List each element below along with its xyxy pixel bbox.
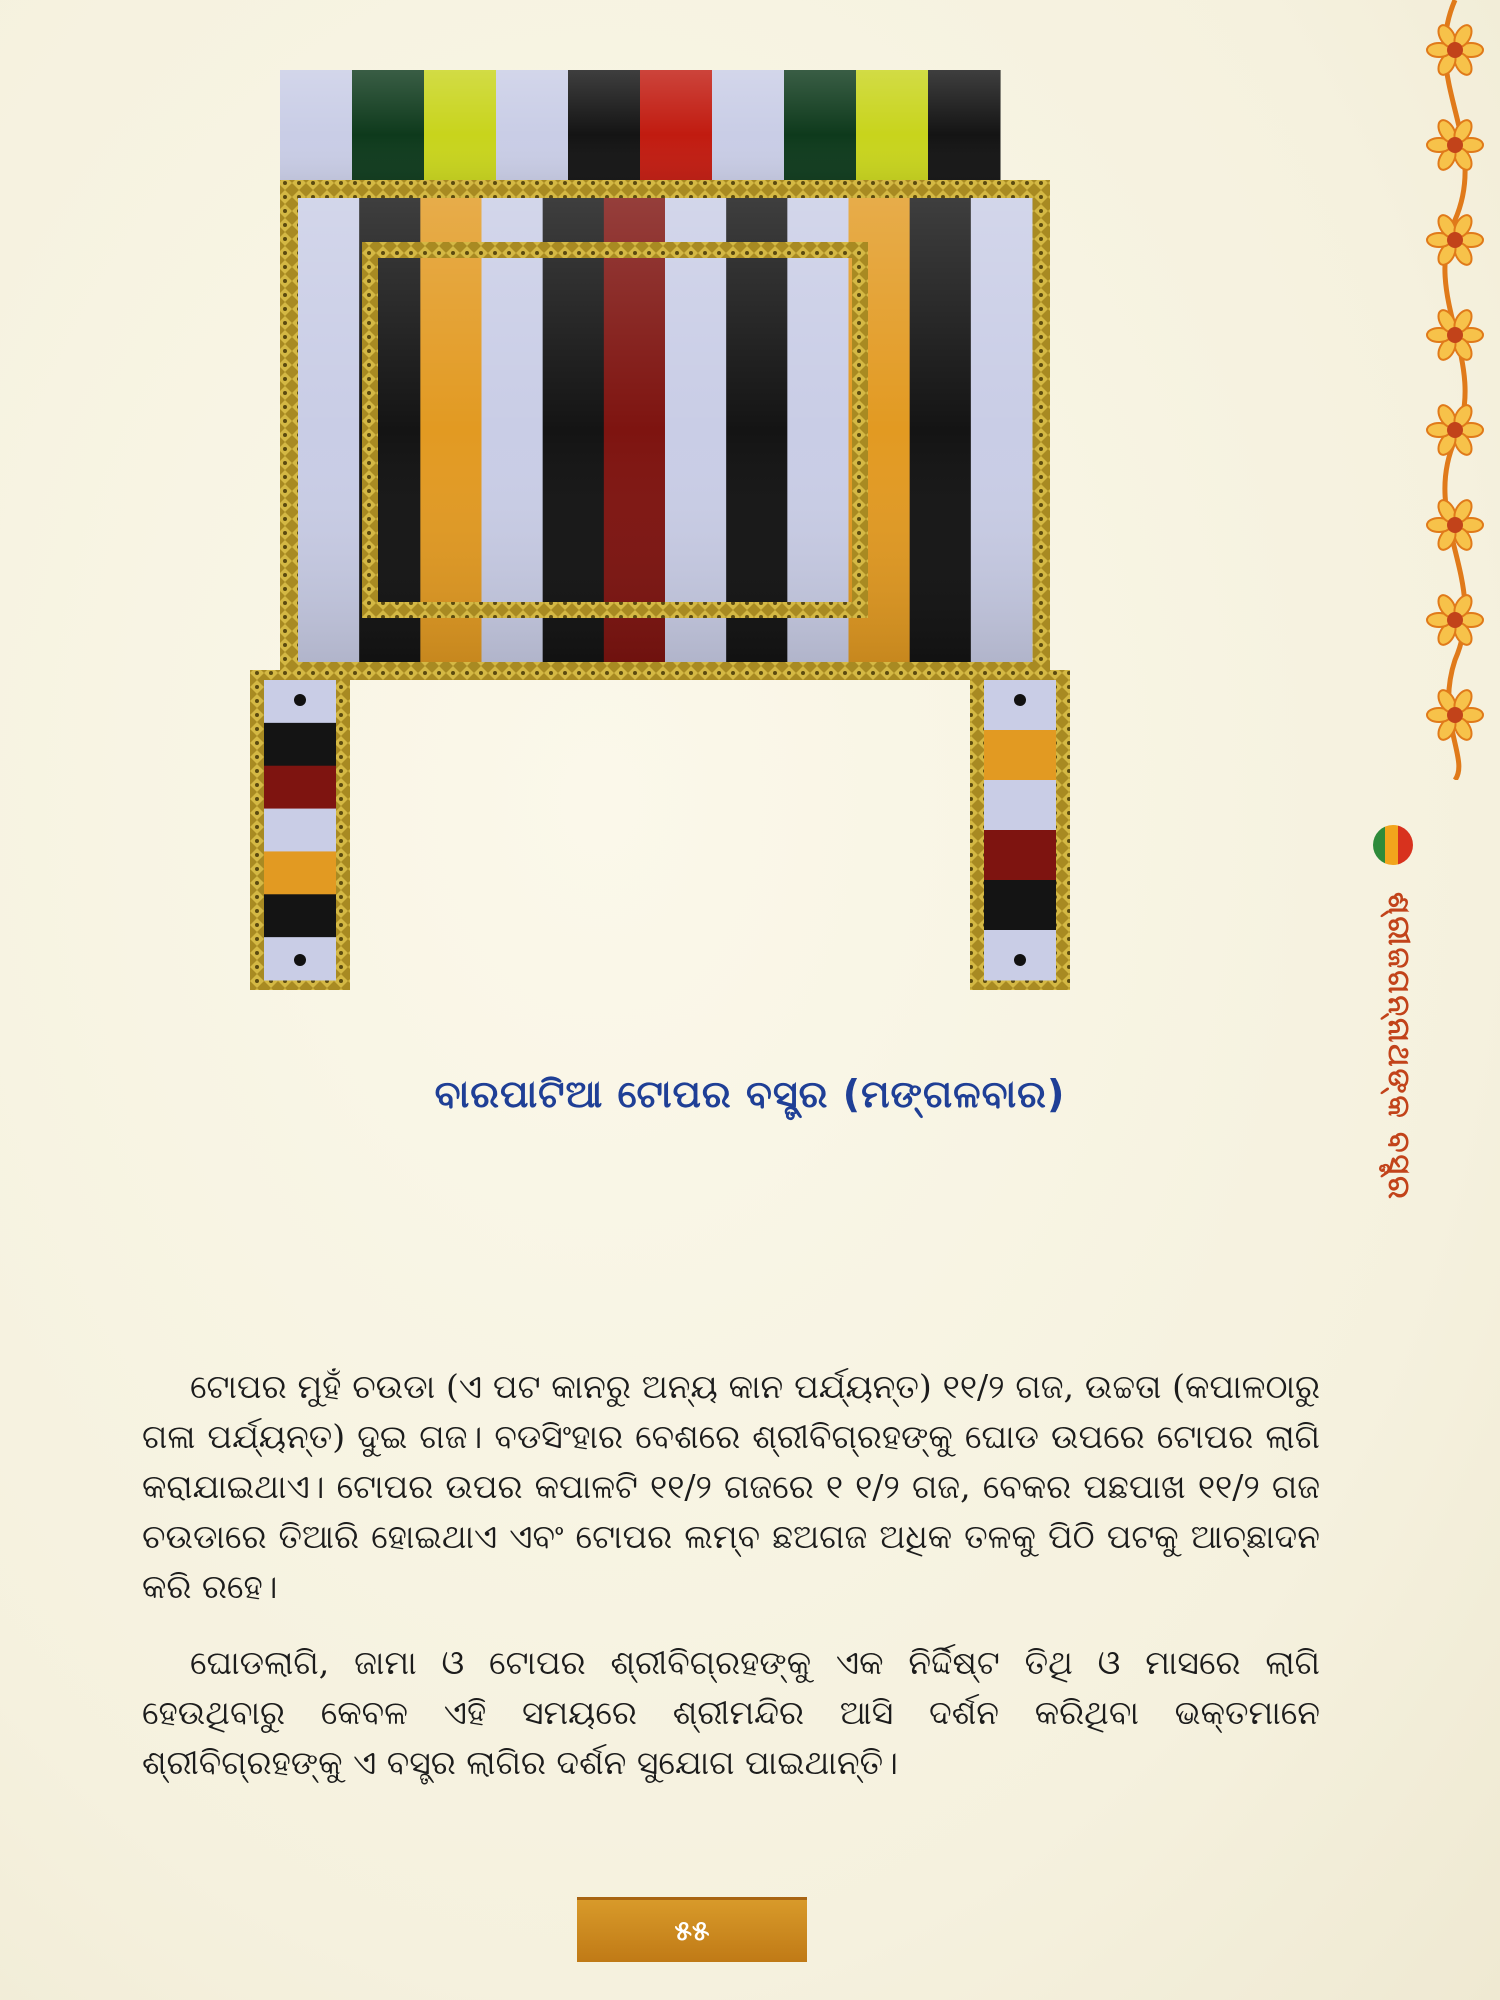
topara-cloth-figure bbox=[250, 50, 1150, 1030]
tail-stripe bbox=[264, 809, 336, 852]
paragraph: ଘୋଡଲାଗି, ଜାମା ଓ ଟୋପର ଶ୍ରୀବିଗ୍ରହଙ୍କୁ ଏକ ନିର୍ଦ୍ଦିଷ୍ଟ ତିଥି ଓ ମାସରେ ଲାଗି ହେଉଥିବାରୁ କେବଳ ଏହି ସମୟରେ ଶ୍ରୀମନ୍ଦିର ଆସି ଦର୍ଶନ କରିଥିବା ଭକ୍ତମାନେ ଶ୍ରୀବିଗ୍ରହଙ୍କୁ ଏ ବସ୍ତ୍ର ଲାଗିର ଦର୍ଶନ ସୁଯୋଗ ପାଇଥାନ୍ତି। bbox=[142, 1643, 1320, 1782]
tail-stripe bbox=[984, 730, 1056, 781]
paragraph: ଟୋପର ମୁହଁ ଚଉଡା (ଏ ପଟ କାନରୁ ଅନ୍ୟ କାନ ପର୍ଯ୍ୟନ୍ତ) ୧୧/୨ ଗଜ, ଉଚ୍ଚତା (କପାଳଠାରୁ ଗଳା ପର୍ଯ୍ୟନ୍ତ) ଦୁଇ ଗଜ। ବଡସିଂହାର ବେଶରେ ଶ୍ରୀବିଗ୍ରହଙ୍କୁ ଘୋଡ ଉପରେ ଟୋପର ଲାଗି କରାଯାଇଥାଏ। ଟୋପର ଉପର କପାଳଟି ୧୧/୨ ଗଜରେ ୧ ୧/୨ ଗଜ, ବେକର ପଛପାଖ ୧୧/୨ ଗଜ ଚଉଡାରେ ତିଆରି ହୋଇଥାଏ ଏବଂ ଟୋପର ଲମ୍ବ ଛଅଗଜ ଅଧିକ ତଳକୁ ପିଠି ପଟକୁ ଆଚ୍ଛାଦନ କରି ରହେ। bbox=[142, 1367, 1320, 1606]
tail-stripe bbox=[984, 830, 1056, 881]
tail-stripe bbox=[264, 766, 336, 809]
tail-stripe bbox=[264, 851, 336, 894]
flower-icon bbox=[1427, 307, 1483, 362]
flower-icon bbox=[1427, 117, 1483, 172]
tail-stripe bbox=[264, 723, 336, 766]
flower-icon bbox=[1427, 22, 1483, 77]
flower-icon bbox=[1427, 402, 1483, 457]
flower-icon bbox=[1427, 592, 1483, 647]
floral-border-ornament bbox=[1410, 0, 1500, 780]
tail-stripe bbox=[984, 880, 1056, 931]
striped-cloth-icon bbox=[250, 50, 1150, 1030]
figure-caption: ବାରପାଟିଆ ଟୋପର ବସ୍ତ୍ର (ମଙ୍ଗଳବାର) bbox=[434, 1072, 1066, 1116]
tricolor-dot-icon bbox=[1373, 825, 1413, 865]
page-number: ୫୫ bbox=[577, 1897, 807, 1962]
tail-stripe bbox=[264, 894, 336, 937]
running-header-title: ଶ୍ରୀଜଗନ୍ନାଥଙ୍କ ବସ୍ତ୍ର bbox=[1381, 892, 1416, 1201]
tail-stripe bbox=[984, 780, 1056, 831]
body-text bbox=[142, 1362, 1320, 1814]
